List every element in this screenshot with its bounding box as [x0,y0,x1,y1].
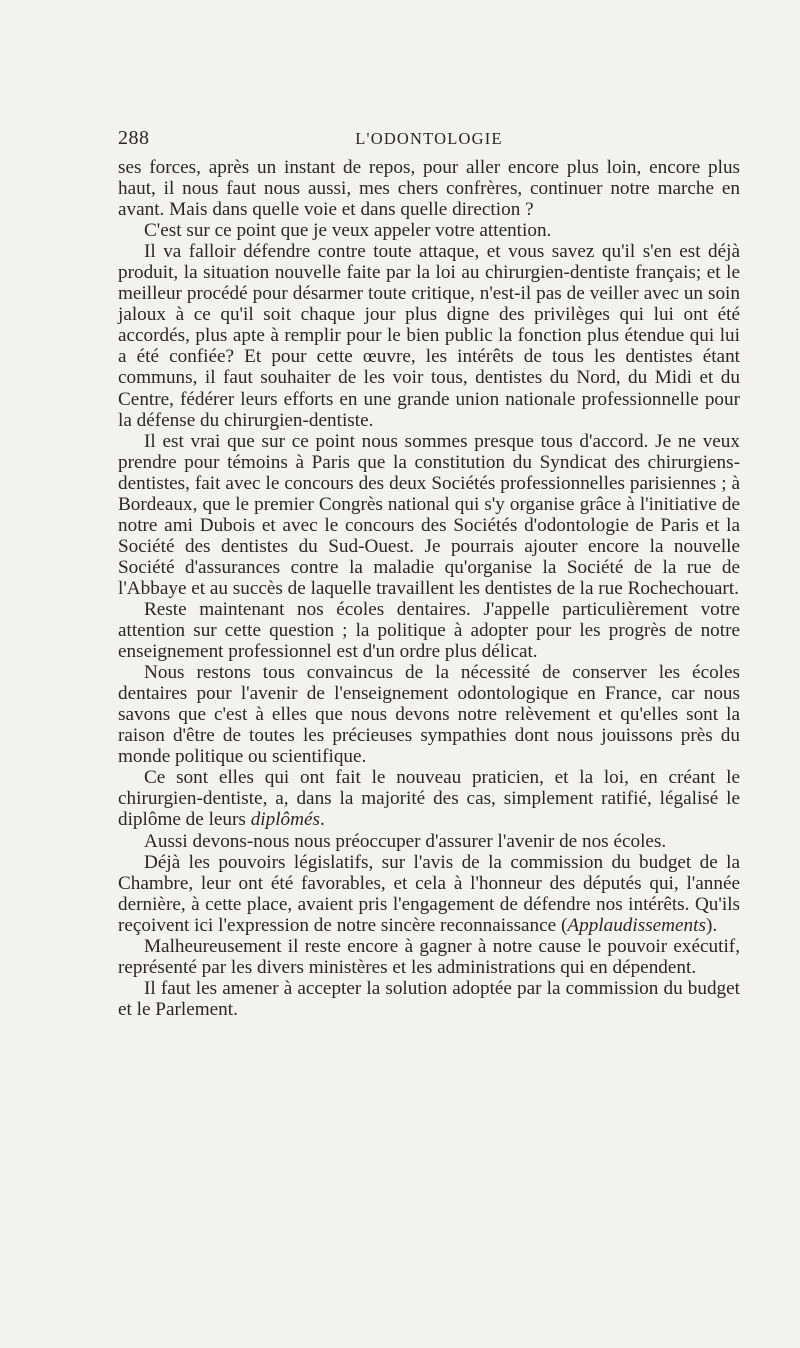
body-text [118,157,740,1020]
paragraph: Aussi devons-nous nous préoccuper d'assurer l'avenir de nos écoles. [144,830,667,852]
paragraph: Ce sont elles qui ont fait le nouveau praticien, et la loi, en créant le chirurgien-dentiste, a, dans la majorité des cas, simplement ratifié, légalisé le diplôme de leurs diplômés. [118,767,740,831]
page-header [118,127,740,153]
paragraph: Il faut les amener à accepter la solution adoptée par la commission du budget et le Parlement. [118,977,740,1020]
paragraph: Déjà les pouvoirs législatifs, sur l'avis de la commission du budget de la Chambre, leur ont été favorables, et cela à l'honneur des députés qui, l'année dernière, à cette place, avaient pris l'engagement de défendre nos intérêts. Qu'ils reçoivent ici l'expression de notre sincère reconnaissance (Applaudissements). [118,851,740,936]
italic-term: diplômés [250,809,320,831]
italic-term: Applaudissements [567,914,706,936]
paragraph: Il est vrai que sur ce point nous sommes presque tous d'accord. Je ne veux prendre pour témoins à Paris que la constitution du Syndicat des chirurgiens-dentistes, fait avec le concours des deux Sociétés professionnelles parisiennes ; à Bordeaux, que le premier Congrès national qui s'y organise grâce à l'initiative de notre ami Dubois et avec le concours des Sociétés d'odontologie de Paris et la Société des dentistes du Sud-Ouest. Je pourrais ajouter encore la nouvelle Société d'assurances contre la maladie qu'organise la Société de la rue de l'Abbaye et au succès de laquelle travaillent les dentistes de la rue Rochechouart. [118,430,740,599]
paragraph: C'est sur ce point que je veux appeler votre attention. [144,220,552,242]
paragraph: Nous restons tous convaincus de la nécessité de conserver les écoles dentaires pour l'avenir de l'enseignement odontologique en France, car nous savons que c'est à elles que nous devons notre relèvement et qu'elles sont la raison d'être de toutes les précieuses sympathies dont nous jouissons près du monde politique ou scientifique. [118,662,740,768]
page-number: 288 [118,127,150,149]
paragraph: ses forces, après un instant de repos, pour aller encore plus loin, encore plus haut, il nous faut nous aussi, mes chers confrères, continuer notre marche en avant. Mais dans quelle voie et dans quelle direction ? [118,157,740,221]
running-title: L'ODONTOLOGIE [355,129,503,148]
paragraph: Malheureusement il reste encore à gagner à notre cause le pouvoir exécutif, représenté par les divers ministères et les administrations qui en dépendent. [118,935,740,978]
paragraph: Reste maintenant nos écoles dentaires. J'appelle particulièrement votre attention sur cette question ; la politique à adopter pour les progrès de notre enseignement professionnel est d'un ordre plus délicat. [118,598,740,663]
paragraph: Il va falloir défendre contre toute attaque, et vous savez qu'il s'en est déjà produit, la situation nouvelle faite par la loi au chirurgien-dentiste français; et le meilleur procédé pour désarmer toute critique, n'est-il pas de veiller avec un soin jaloux à ce qu'il soit chaque jour plus digne des privilèges qui lui ont été accordés, plus apte à remplir pour le bien public la fonction plus étendue qui lui a été confiée? Et pour cette œuvre, les intérêts de tous les dentistes étant communs, il faut souhaiter de les voir tous, dentistes du Nord, du Midi et du Centre, fédérer leurs efforts en une grande union nationale professionnelle pour la défense du chirurgien-dentiste. [118,241,740,431]
